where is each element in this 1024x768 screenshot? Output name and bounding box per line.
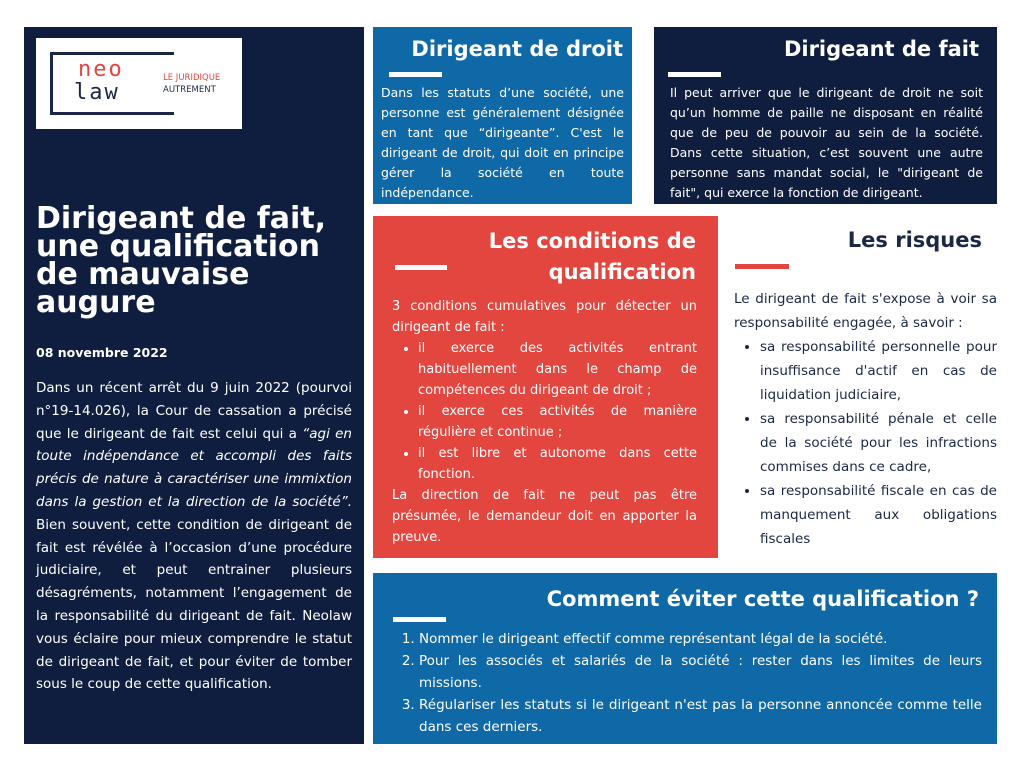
eviter-list [391,628,982,738]
intro-text-1: Dans un récent arrêt du 9 juin 2022 (pourvoi n°19-14.026), la Cour de cassation a précisé que le dirigeant de fait est celui qui a [36,380,352,442]
list-item: • il exerce des activités entrant habituellement dans le champ de compétences du dirigeant de droit ; [418,338,697,401]
intro-text-2: Bien souvent, cette condition de dirigeant de fait est révélée à l’occasion d’une procédure judiciaire, et peut entrainer plusieurs désagréments, notamment l’engagement de la responsabilité du dirigeant de fait. Neolaw vous éclaire pour mieux comprendre le statut de dirigeant de fait, et pour éviter de tomber sous le coup de cette qualification. [36,516,352,693]
list-item: 1. Nommer le dirigeant effectif comme représentant légal de la société. [419,628,982,650]
dirigeant-de-droit-panel [373,27,632,204]
eviter-title: Comment éviter cette qualification ? [546,587,979,611]
dirigeant-de-droit-title: Dirigeant de droit [411,37,623,61]
publication-date: 08 novembre 2022 [36,345,168,360]
risques-title: Les risques [847,228,982,252]
conditions-body [392,296,697,548]
list-item: • il est libre et autonome dans cette fonction. [418,443,697,485]
risques-list [734,335,997,551]
conditions-title [373,226,696,288]
neolaw-logo [36,38,242,129]
list-item: 2. Pour les associés et salariés de la société : rester dans les limites de leurs missions. [419,650,982,694]
list-item: • sa responsabilité personnelle pour insuffisance d'actif en cas de liquidation judiciaire, [760,335,997,407]
title-underline [393,617,446,622]
conditions-title-line1: Les conditions de [488,229,696,253]
eviter-body [391,628,982,738]
conditions-panel [373,216,718,558]
title-underline [395,265,447,270]
dirigeant-de-droit-text: Dans les statuts d’une société, une personne est généralement désignée en tant que “dirigeante”. C'est le dirigeant de droit, qui doit en principe gérer la société en toute indépendance. [381,85,624,200]
title-underline [389,72,442,77]
logo-text-neo: neo [78,57,124,82]
conditions-intro: 3 conditions cumulatives pour détecter un dirigeant de fait : [392,299,697,335]
conditions-list [392,338,697,485]
list-item: 3. Régulariser les statuts si le dirigeant n'est pas la personne annoncée comme telle dans ces derniers. [419,694,982,738]
dirigeant-de-fait-panel [654,27,997,204]
logo-text-law: law [74,80,120,105]
risques-intro: Le dirigeant de fait s'expose à voir sa responsabilité engagée, à savoir : [734,291,997,331]
conditions-title-line2: qualification [548,260,696,284]
title-underline [668,72,721,77]
risques-panel [722,216,997,558]
logo-tagline-2: AUTREMENT [163,85,216,95]
page-title: Dirigeant de fait, une qualification de mauvaise augure [36,201,327,320]
list-item: • sa responsabilité fiscale en cas de manquement aux obligations fiscales [760,479,997,551]
dirigeant-de-fait-text: Il peut arriver que le dirigeant de droit ne soit qu’un homme de paille ne disposant en réalité que de peu de pouvoir au sein de la société. Dans cette situation, c’est souvent une autre personne sans mandat social, le "dirigeant de fait", qui exerce la fonction de dirigeant. [670,85,983,200]
logo-tagline [163,72,220,96]
risques-body [734,287,997,551]
list-item: • il exerce ces activités de manière régulière et continue ; [418,401,697,443]
eviter-panel [373,573,997,744]
logo-tagline-1: LE JURIDIQUE [163,73,221,83]
intro-paragraph [36,377,352,696]
list-item: • sa responsabilité pénale et celle de la société pour les infractions commises dans ce cadre, [760,407,997,479]
conditions-outro: La direction de fait ne peut pas être présumée, le demandeur doit en apporter la preuve. [392,488,697,545]
dirigeant-de-fait-title: Dirigeant de fait [783,37,979,61]
intro-quote: “agi en toute indépendance et accompli des faits précis de nature à caractériser une immixtion dans la gestion et la direction de la société”. [36,425,352,510]
title-underline [735,264,789,269]
